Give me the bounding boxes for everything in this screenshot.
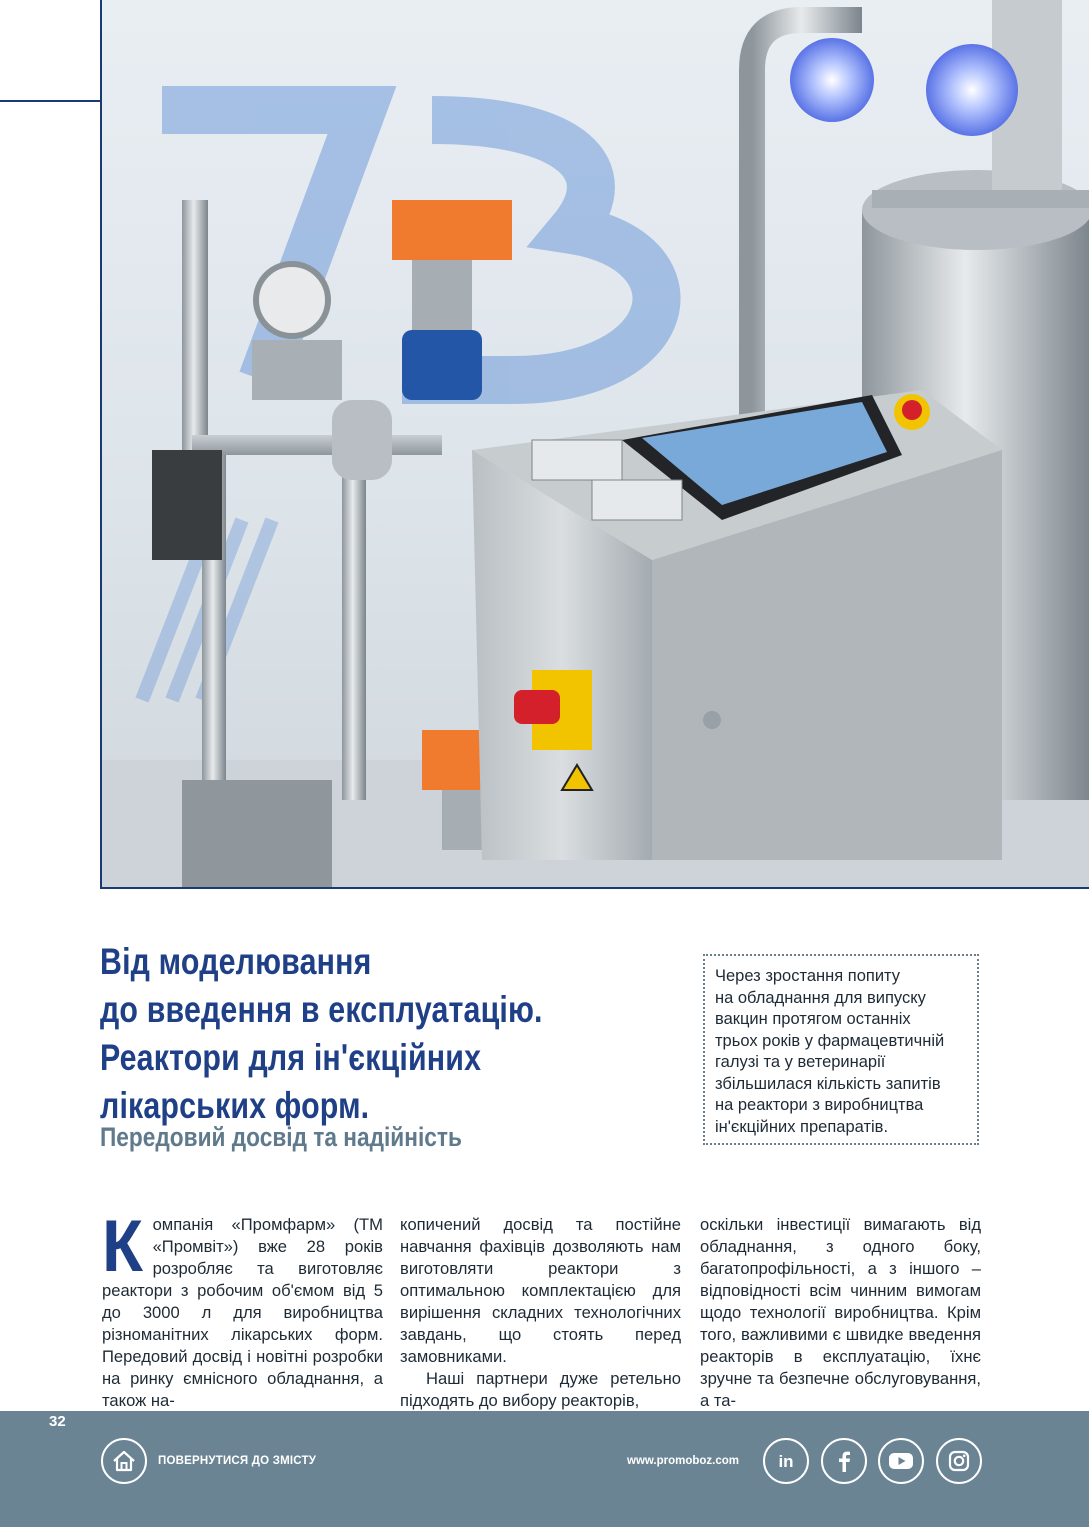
facebook-button[interactable]	[821, 1438, 867, 1484]
body-column-1-text: омпанія «Промфарм» (ТМ «Промвіт») вже 28 років розробляє та виготовляє реактори з робочим об'ємом від 5 до 3000 л для виробництва різноманітних лікарських форм. Передовий досвід і новітні розробки на ринку ємнісного обладнання, а також на-	[102, 1215, 383, 1410]
article-subtitle: Передовий досвід та надійність	[100, 1122, 462, 1152]
lead-text: Через зростання попиту на обладнання для випуску вакцин протягом останніх трьох років у фармацевтичній галузі та у ветеринарії збільшилася кількість запитів на реактори з виробництва ін'єкційних препаратів.	[715, 967, 945, 1136]
website-link[interactable]: www.promoboz.com	[627, 1455, 740, 1467]
home-button[interactable]	[101, 1438, 147, 1484]
article-title: Від моделювання до введення в експлуатацію. Реактори для ін'єкційних лікарських форм.	[100, 941, 543, 1126]
back-to-contents-link[interactable]: ПОВЕРНУТИСЯ ДО ЗМІСТУ	[158, 1455, 317, 1467]
svg-text:in: in	[778, 1452, 794, 1471]
reactor-photo	[100, 0, 1089, 889]
footer-nav	[0, 1438, 1089, 1484]
body-column-2-paragraph-1: копичений досвід та постійне навчання фахівців дозволяють нам виготовляти реактори з оптимальною комплектацією для вирішення складних технологічних завдань, що стоять перед замовниками.	[400, 1215, 681, 1366]
body-column-2-paragraph-2: Наші партнери дуже ретельно підходять до вибору реакторів,	[400, 1369, 681, 1410]
youtube-button[interactable]	[878, 1438, 924, 1484]
reactor-illustration	[102, 0, 1089, 889]
instagram-icon	[946, 1448, 972, 1474]
youtube-icon	[887, 1448, 915, 1474]
instagram-button[interactable]	[936, 1438, 982, 1484]
facebook-icon	[831, 1448, 857, 1474]
home-icon	[103, 1440, 145, 1482]
body-column-3: оскільки інвестиції вимагають від обладнання, з одного боку, багатопрофільності, а з іншого – відповідності всім чинним вимогам щодо технології виробництва. Крім того, важливими є швидке введення реакторів в експлуатацію, їхнє зручне та безпечне обслуговування, а та-	[700, 1215, 981, 1410]
linkedin-button[interactable]	[763, 1438, 809, 1484]
drop-cap: К	[102, 1206, 143, 1287]
page-number: 32	[49, 1413, 66, 1430]
linkedin-icon	[773, 1448, 799, 1474]
body-column-2	[400, 1214, 681, 1412]
body-column-1	[102, 1206, 383, 1412]
corner-rule-horizontal	[0, 100, 102, 102]
lead-box	[703, 954, 979, 1145]
